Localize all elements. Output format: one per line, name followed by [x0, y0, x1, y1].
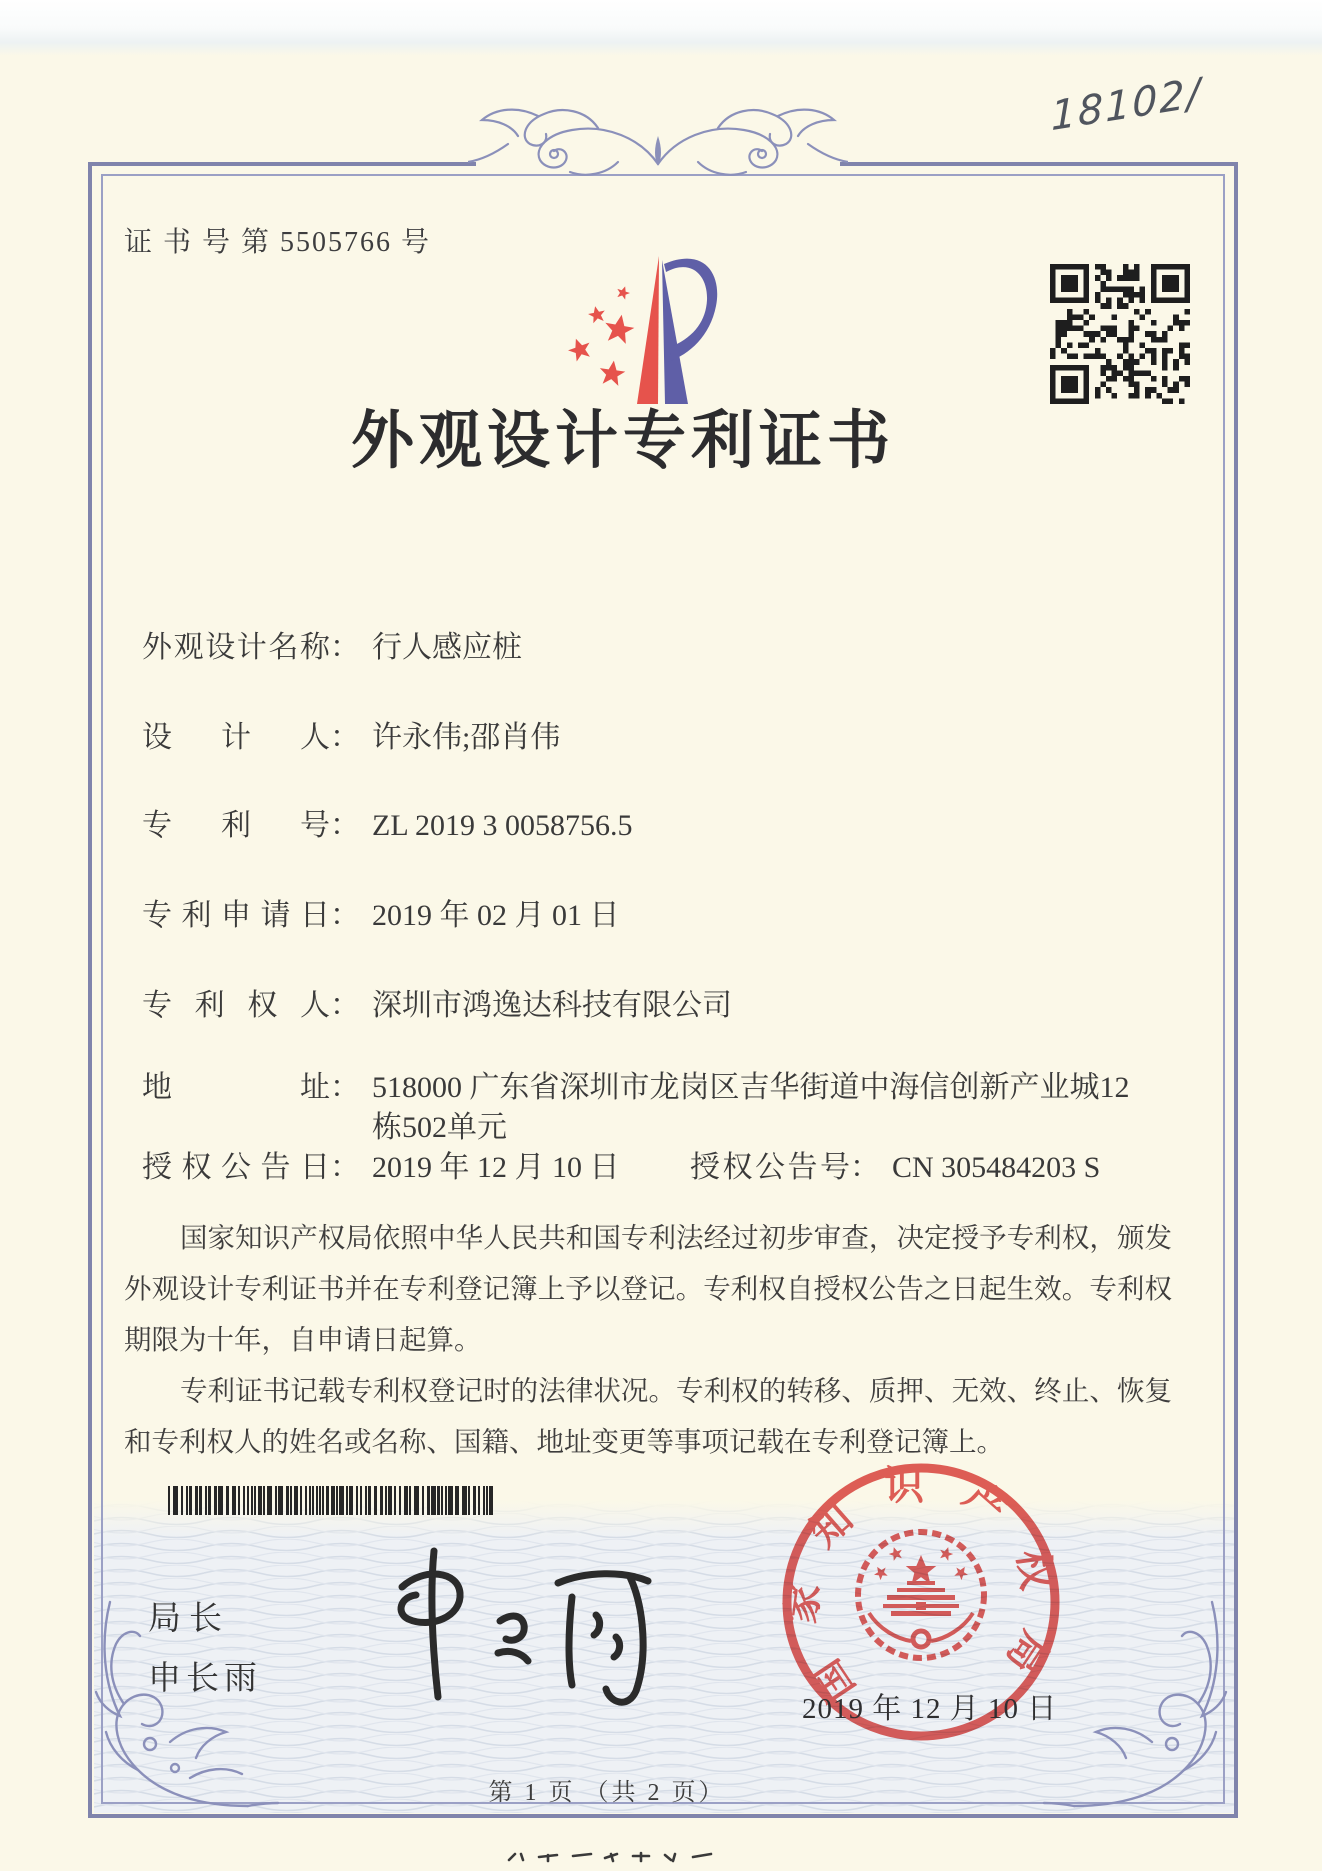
field-value: 518000 广东省深圳市龙岗区吉华街道中海信创新产业城12栋502单元: [372, 1071, 1130, 1144]
legal-text: [124, 1212, 1172, 1467]
field-value: 2019 年 12 月 10 日: [372, 1151, 620, 1184]
barcode: [166, 1486, 501, 1515]
director-signature-handwriting: [372, 1545, 672, 1710]
field-filing-date: [142, 896, 620, 936]
svg-text:国家知识产权局: [778, 1463, 1063, 1710]
field-value: 2019 年 02 月 01 日: [372, 899, 620, 932]
field-patentee: [142, 986, 732, 1026]
field-patent-number: [142, 806, 633, 846]
legal-paragraph: 国家知识产权局依照中华人民共和国专利法经过初步审查，决定授予专利权，颁发外观设计专利证书并在专利登记簿上予以登记。专利权自授权公告之日起生效。专利权期限为十年，自申请日起算。: [124, 1222, 1172, 1355]
field-value: 许永伟;邵肖伟: [372, 721, 561, 754]
scan-edge-strip: [0, 0, 1322, 56]
field-value: 行人感应桩: [372, 631, 522, 664]
field-design-name: [142, 628, 522, 668]
logo-stars: [565, 284, 636, 386]
field-label: 授权公告日: [142, 1151, 330, 1184]
field-colon: ：: [850, 1151, 880, 1184]
field-label: 设计人: [142, 721, 330, 754]
field-designer: [142, 718, 560, 758]
certificate-number: 证 书 号 第 5505766 号: [124, 227, 432, 258]
border-ornament-top: [468, 104, 848, 204]
field-label: 外观设计名称: [142, 631, 330, 664]
cnipa-logo: [548, 210, 723, 408]
field-colon: ：: [330, 631, 360, 664]
seal-date: 2019 年 12 月 10 日: [802, 1693, 1058, 1725]
cut-off-text-fragments: [505, 1848, 765, 1866]
field-label: 专利号: [142, 809, 330, 842]
handwritten-number: 18102/: [1050, 69, 1203, 141]
field-colon: ：: [330, 1071, 360, 1104]
national-emblem: [858, 1532, 984, 1658]
field-label: 地址: [142, 1071, 330, 1104]
director-title-label: 局长: [148, 1601, 230, 1637]
field-colon: ：: [330, 721, 360, 754]
qr-code: [1050, 264, 1190, 404]
field-label: 授权公告号: [690, 1151, 850, 1184]
logo-monogram: [637, 256, 717, 404]
field-colon: ：: [330, 1151, 360, 1184]
seal-ring-text: 国家知识产权局: [778, 1462, 1064, 1710]
field-colon: ：: [330, 809, 360, 842]
field-value: ZL 2019 3 0058756.5: [372, 809, 633, 842]
certificate-title: 外观设计专利证书: [351, 406, 895, 476]
field-label: 专利申请日: [142, 899, 330, 932]
field-label: 专利权人: [142, 989, 330, 1022]
field-address: [142, 1068, 1138, 1148]
page-number: 第 1 页 （共 2 页）: [488, 1780, 726, 1806]
director-name-label: 申长雨: [148, 1661, 262, 1697]
field-value: 深圳市鸿逸达科技有限公司: [372, 989, 732, 1022]
field-grant-date: [142, 1148, 1202, 1188]
field-colon: ：: [330, 899, 360, 932]
field-colon: ：: [330, 989, 360, 1022]
field-grant-publication-number: [690, 1148, 1100, 1188]
legal-paragraph: 专利证书记载专利权登记时的法律状况。专利权的转移、质押、无效、终止、恢复和专利权人的姓名或名称、国籍、地址变更等事项记载在专利登记簿上。: [124, 1375, 1172, 1457]
field-value: CN 305484203 S: [892, 1151, 1101, 1184]
